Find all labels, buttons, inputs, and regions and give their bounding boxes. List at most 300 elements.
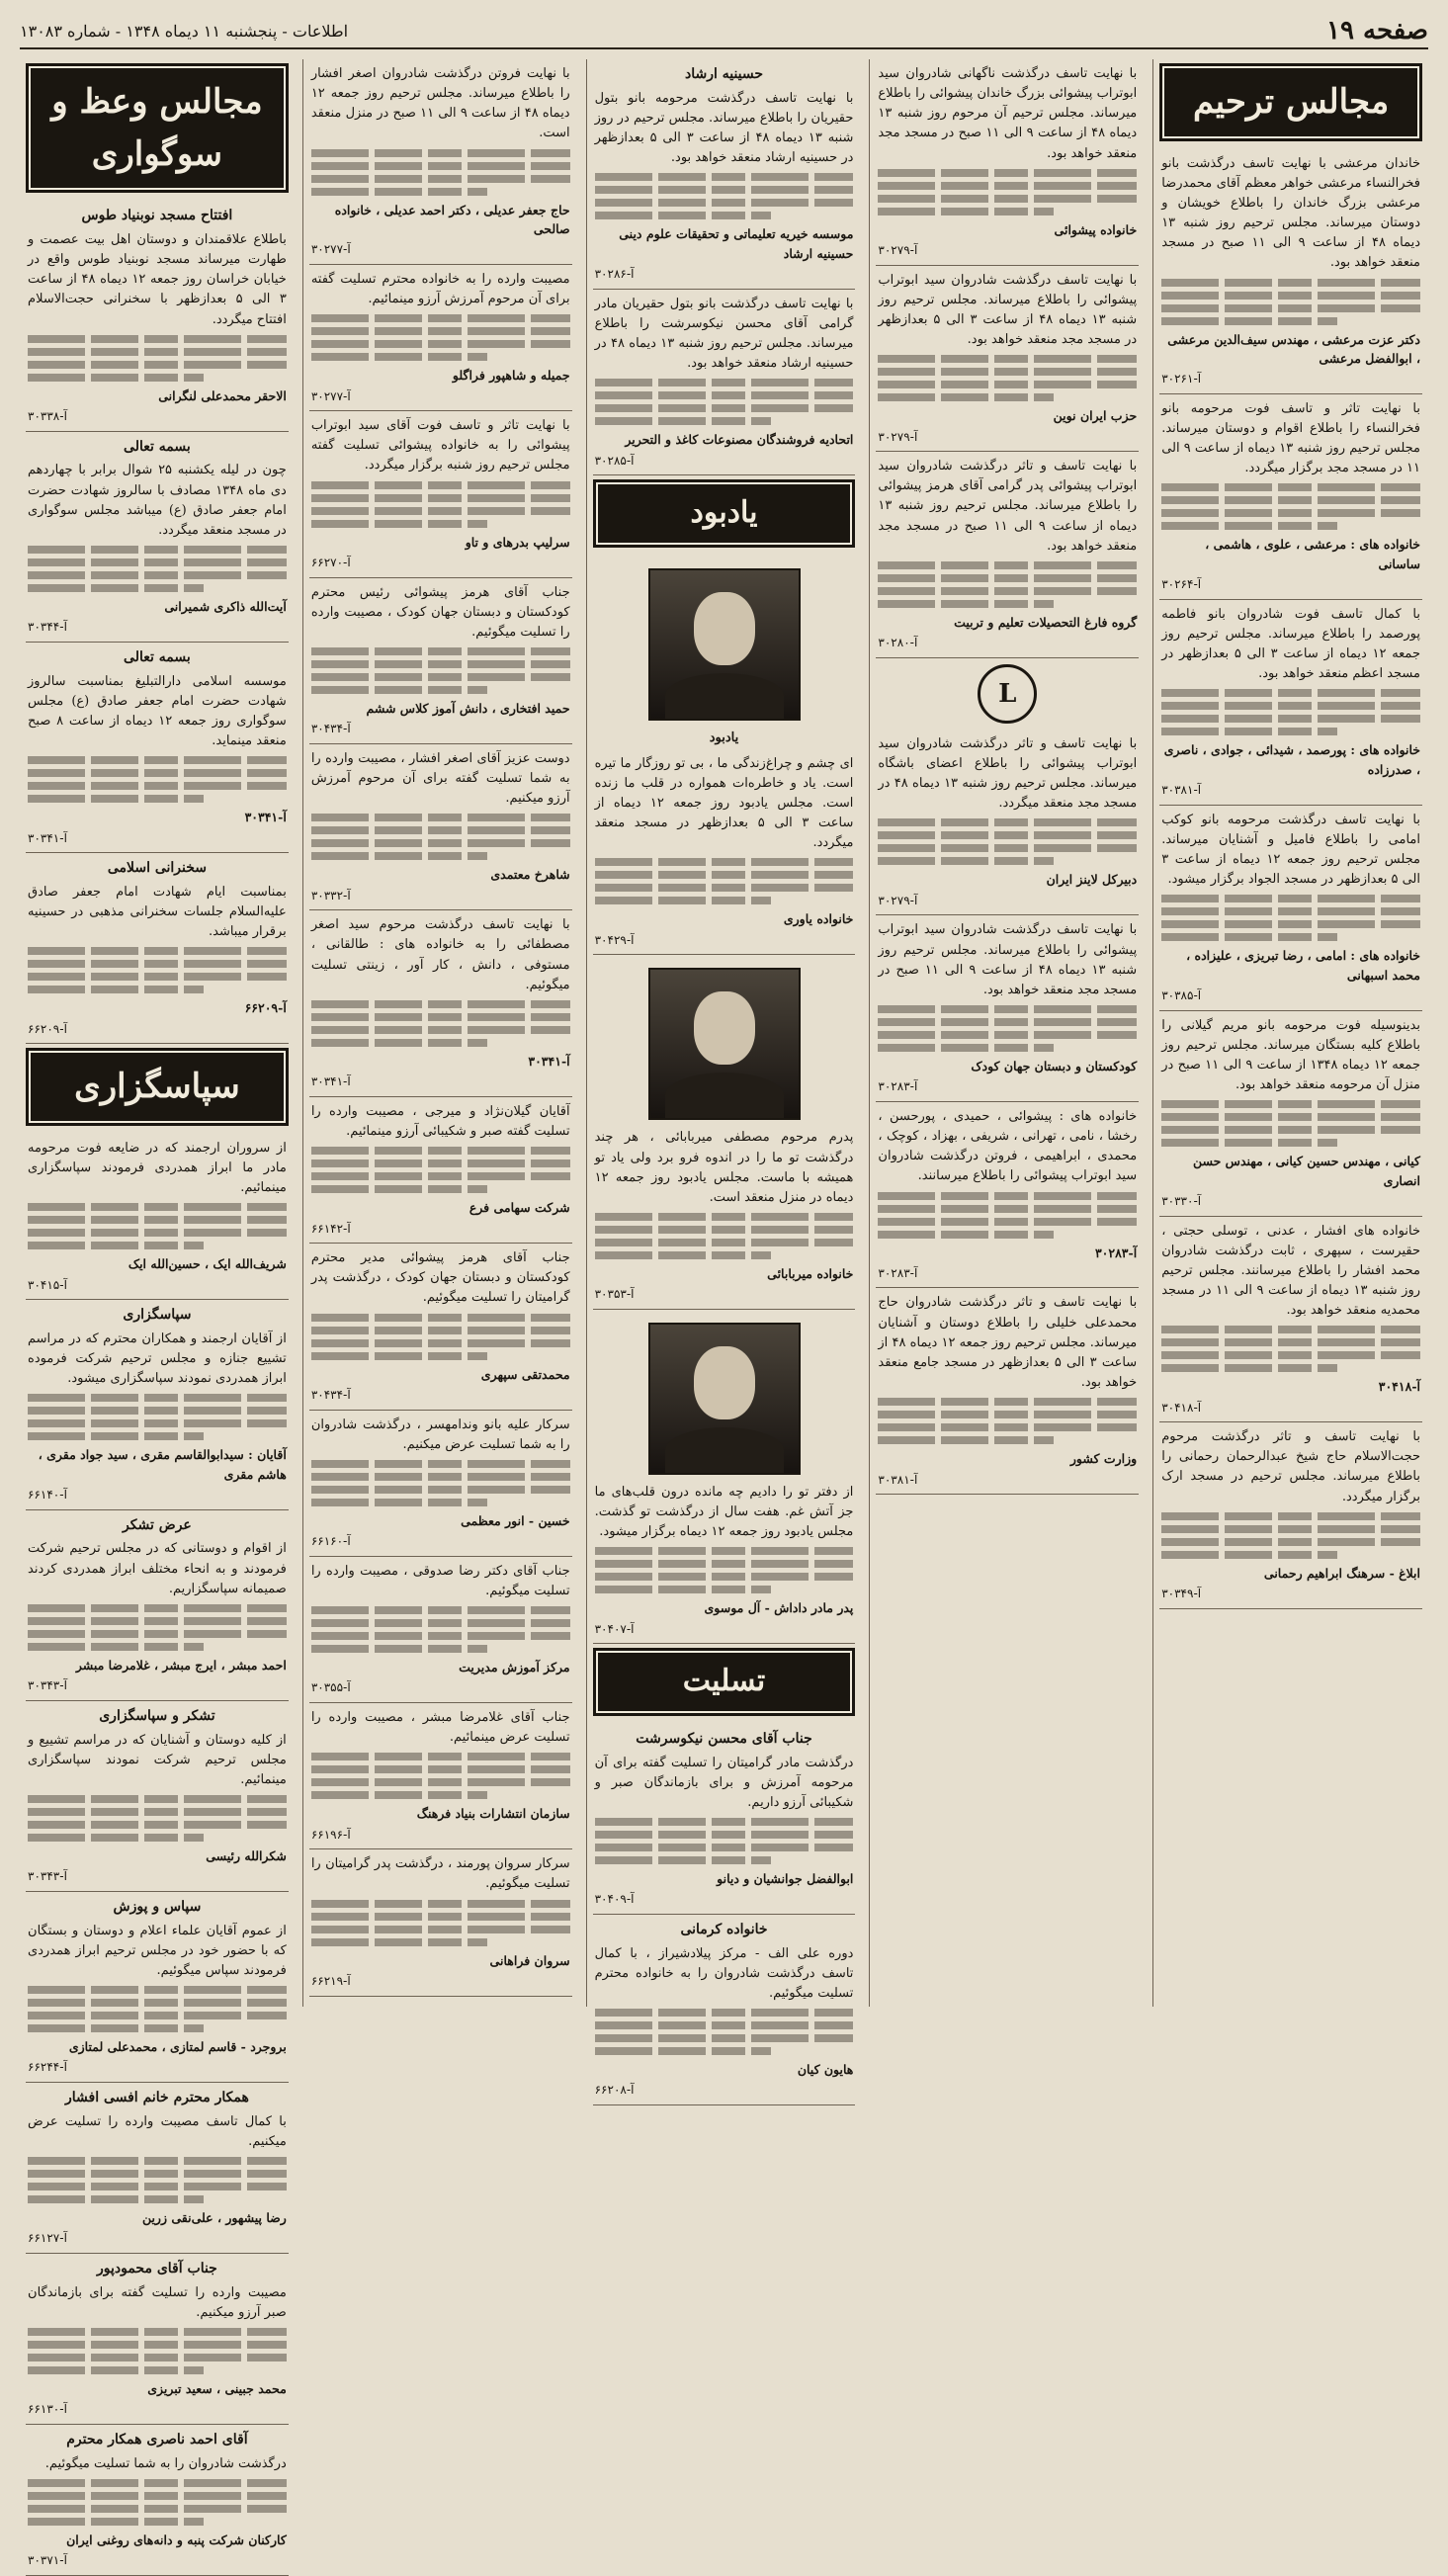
print-text-line [878,182,1137,190]
page-header [20,14,1428,49]
print-text-line [311,507,570,515]
notice-code: آ-۳۰۳۴۱ [310,1074,351,1089]
print-text-line [878,1192,1137,1200]
notice-code: آ-۶۶۱۴۲ [310,1221,351,1236]
notice-code: آ-۶۶۲۷۰ [310,555,351,569]
print-text-line [878,1398,1137,1406]
print-text-line [28,1834,204,1842]
notice-text: خاندان مرعشی با نهایت تاسف درگذشت بانو فخرالنساء مرعشی خواهر معظم آقای محمدرضا مرعشی بزرگ خاندان را باطلاع خویشان و دوستان میرساند. مجلس ترحیم روز شنبه ۱۳ دیماه ۴۸ از ساعت ۹ الی ۱۱ صبح در مسجد منعقد خواهد بود. [1161,155,1420,271]
print-text-line [1161,1100,1420,1108]
notice-block [876,1288,1139,1495]
print-text-line [878,844,1137,852]
notice-heading: جناب آقای محسن نیکوسرشت [636,1730,812,1747]
lions-logo: L [978,664,1037,724]
notice-block [876,59,1139,266]
notice-block [26,2083,289,2254]
print-text-line [595,379,854,386]
notice-signature: آ-۳۰۴۱۸ [1378,1379,1420,1395]
notice-text: از کلیه دوستان و آشنایان که در مراسم تشییع و مجلس ترحیم شرکت نمودند سپاسگزاری مینمائیم. [28,1732,287,1787]
print-text-line [28,1999,287,2007]
notice-heading: بسمه تعالی [124,648,191,665]
notice-text: از دفتر تو را دادیم چه مانده درون قلب‌های ما جز آتش غم. هفت سال از درگذشت تو گذشت. مجلس یادبود روز جمعه ۱۲ دیماه برگزار میشود. [594,1484,854,1540]
print-text-line [28,1432,204,1440]
notice-text: با نهایت تاثر و تاسف فوت مرحومه بانو فخرالنساء را باطلاع اقوام و دوستان میرساند. مجلس ترحیم روز شنبه ۱۳ دیماه از ساعت ۹ الی ۱۱ در مسجد مجد برگزار میگردد. [1161,400,1420,476]
notice-text: چون در لیله یکشنبه ۲۵ شوال برابر با چهاردهم دی ماه ۱۳۴۸ مصادف با سالروز شهادت حضرت امام جعفر صادق (ع) میباشد مجلس سوگواری در مسجد منعقد میگردد. [28,463,287,538]
notice-block [1159,394,1422,600]
notice-code: آ-۶۶۲۰۹ [28,1021,67,1036]
notice-code: آ-۳۰۲۶۱ [1161,372,1202,386]
notice-block [593,1915,856,2105]
notice-block [309,1703,572,1849]
notice-code: آ-۳۰۳۳۲ [310,888,351,902]
notice-signature: ابلاغ - سرهنگ ابراهیم رحمانی [1263,1565,1420,1581]
print-text-line [311,1753,570,1760]
print-text-line [311,1765,570,1773]
notice-signature: شرکت سهامی فرع [468,1200,570,1216]
notice-text: با نهایت تاسف درگذشت بانو بتول حقیریان مادر گرامی آقای محسن نیکوسرشت را باطلاع میرساند. مجلس ترحیم روز شنبه ۱۳ دیماه ۴۸ در حسینیه ارشاد منعقد خواهد بود. [594,296,854,372]
print-text-line [878,1423,1137,1431]
notice-signature: خسین - انور معظمی [461,1512,570,1528]
notice-signature: کیانی ، مهندس حسین کیانی ، مهندس حسن انصاری [1192,1154,1420,1188]
notice-heading: حسینیه ارشاد [684,66,764,82]
print-text-line [28,1394,287,1402]
print-text-line [878,1411,1137,1418]
notice-code: آ-۶۶۱۳۰ [28,2402,67,2417]
notice-heading: سپاس و پوزش [113,1898,202,1915]
print-text-line [28,973,287,981]
print-text-line [1161,1364,1337,1372]
print-text-line [311,1327,570,1334]
print-text-line [28,2479,287,2487]
notice-block [26,1300,289,1509]
print-text-line [311,1619,570,1627]
notice-text: با نهایت تاسف درگذشت مرحومه بانو کوکب امامی را باطلاع فامیل و آشنایان میرساند. مجلس ترحیم روز جمعه ۱۲ دیماه از ساعت ۳ الی ۵ بعدازظهر در مسجد الجواد برگزار میشود. [1161,812,1420,888]
notice-code: آ-۳۰۳۷۱ [28,2553,67,2568]
notice-code: آ-۶۶۱۴۰ [28,1488,67,1503]
notice-code: آ-۳۰۳۸۱ [1161,783,1202,798]
notice-block [26,643,289,853]
notice-code: آ-۶۶۱۶۰ [310,1534,351,1549]
print-text-line [1161,1113,1420,1121]
print-text-line [1161,715,1420,723]
print-text-line [311,1473,570,1481]
print-text-line [311,686,487,694]
notice-block [26,1510,289,1701]
print-text-line [28,782,287,790]
notice-signature: شکرالله رئیسی [206,1847,287,1863]
notice-heading: تشکر و سپاسگزاری [99,1707,215,1724]
banner-yadbood: یادبود [593,479,856,548]
notice-code: آ-۳۰۳۴۳ [28,1678,67,1693]
column-4 [302,59,578,2007]
print-text-line [1161,689,1420,697]
notice-text: ای چشم و چراغ‌زندگی ما ، بی تو روزگار ما تیره است. یاد و خاطره‌ات همواره در قلب ما زنده است. مجلس یادبود روز جمعه ۱۲ دیماه از ساعت ۳ الی ۵ بعدازظهر در مسجد منعقد میگردد. [594,755,854,851]
print-text-line [1161,920,1420,928]
print-text-line [28,1203,287,1211]
notice-block [309,910,572,1097]
notice-signature: دبیرکل لاینز ایران [1046,872,1138,888]
print-text-line [28,769,287,777]
notice-text: از آقایان ارجمند و همکاران محترم که در مراسم تشییع جنازه و مجلس ترحیم شرکت فرموده ابراز همدردی نمودند سپاسگزاری میشود. [28,1331,287,1387]
notice-code: آ-۳۰۲۸۵ [594,453,635,468]
notice-text: باطلاع علاقمندان و دوستان اهل بیت عصمت و طهارت میرساند مسجد نوبنیاد طوس واقع در خیابان خراسان روز جمعه ۱۲ دیماه ۴۸ از ساعت ۳ الی ۵ بعدازظهر با سخنرانی حجت‌الاسلام افتتاح میگردد. [28,232,287,327]
print-text-line [28,2505,287,2513]
notice-signature: سروان فراهانی [489,1952,570,1968]
notice-signature: پدر مادر داداش - آل موسوی [704,1600,854,1616]
notice-block [309,1557,572,1703]
notice-signature: آ-۳۰۳۴۱ [244,810,287,825]
notice-code: آ-۳۰۴۱۸ [1161,1400,1202,1415]
print-text-line [1161,483,1420,491]
notice-signature: دکتر عزت مرعشی ، مهندس سیف‌الدین مرعشی ، ابوالفضل مرعشی [1167,331,1420,366]
notice-signature: خانواده های : پورصمد ، شیدائی ، جوادی ، ناصری ، صدرزاده [1163,742,1420,777]
print-text-line [311,314,570,322]
notice-block [309,411,572,577]
notice-text: با کمال تاسف فوت شادروان بانو فاطمه پورصمد را باطلاع میرساند. مجلس ترحیم روز جمعه ۱۲ دیماه از ساعت ۳ الی ۵ بعدازظهر در مسجد اعظم منعقد خواهد بود. [1161,606,1420,682]
print-text-line [1161,702,1420,710]
notice-code: آ-۳۰۳۵۳ [594,1287,635,1302]
notice-text: سرکار سروان پورمند ، درگذشت پدر گرامیتان را تسلیت میگوئیم. [310,1856,570,1892]
print-text-line [1161,1139,1337,1147]
notice-text: از عموم آقایان علماء اعلام و دوستان و بستگان که با حضور خود در مجلس ترحیم ابراز همدردی فرمودند سپاس میگوئیم. [28,1923,287,1978]
print-text-line [878,600,1054,608]
print-text-line [28,1986,287,1994]
notice-code: آ-۳۰۳۵۵ [310,1680,351,1695]
notice-signature: شاهرخ معتمدی [490,867,570,883]
notice-block [1159,806,1422,1011]
notice-heading: سپاسگزاری [123,1307,192,1324]
notice-signature: حاج جعفر عدیلی ، دکتر احمد عدیلی ، خانواده صالحی [334,202,570,236]
notice-signature: الاحقر محمدعلی لنگرانی [158,387,287,403]
notice-signature: جمیله و شاهپور فراگلو [452,368,570,384]
print-text-line [28,2354,287,2361]
notice-block [26,2254,289,2425]
print-text-line [595,884,854,892]
notice-block [26,1134,289,1300]
print-text-line [311,1159,570,1167]
notice-block [1159,600,1422,806]
print-text-line [311,673,570,681]
print-text-line [28,1216,287,1224]
print-text-line [311,520,487,528]
notice-code: آ-۳۰۴۰۹ [594,1892,635,1907]
notice-signature: خانواده های : امامی ، رضا تبریزی ، علیزاده ، محمد اسبهانی [1186,948,1420,983]
print-text-line [1161,1512,1420,1520]
print-text-line [28,348,287,356]
notice-text: با نهایت تاسف درگذشت شادروان سید ابوتراب پیشوائی را باطلاع میرساند. مجلس ترحیم روز شنبه ۱۳ دیماه ۴۸ از ساعت ۳ الی ۵ بعدازظهر در مسجد مجد منعقد خواهد بود. [878,272,1138,348]
print-text-line [311,175,570,183]
column-5 [20,59,295,2568]
print-text-line [595,1856,771,1864]
print-text-line [595,173,854,181]
print-text-line [1161,279,1420,287]
print-text-line [595,1586,771,1593]
notice-text: پدرم مرحوم مصطفی میربابائی ، هر چند درگذشت تو ما را در اندوه فرو برد ولی یاد تو همیشه با ماست. مجلس یادبود روز جمعه ۱۲ دیماه در منزل منعقد است. [594,1130,854,1205]
print-text-line [595,1560,854,1568]
print-text-line [311,1499,487,1506]
notice-signature: حمید افتخاری ، دانش آموز کلاس ششم [366,700,570,716]
print-text-line [311,1486,570,1494]
print-text-line [878,1005,1137,1013]
notice-signature: سازمان انتشارات بنیاد فرهنگ [416,1806,570,1822]
notice-text: با نهایت تاسف درگذشت مرحومه بانو بتول حقیریان را باطلاع میرساند. مجلس ترحیم در روز شنبه ۱۳ دیماه ۴۸ از ساعت ۳ الی ۵ بعدازظهر در حسینیه ارشاد منعقد خواهد بود. [594,90,854,166]
print-text-line [311,1000,570,1008]
print-text-line [28,2157,287,2165]
notice-code: آ-۳۰۴۳۴ [310,722,351,736]
print-text-line [28,1808,287,1816]
print-text-line [878,195,1137,203]
print-text-line [311,1900,570,1908]
print-text-line [1161,1126,1420,1134]
notice-code: آ-۳۰۲۶۴ [1161,577,1202,592]
notice-block [26,853,289,1044]
notice-signature: کودکستان و دبستان جهان کودک [971,1058,1138,1073]
print-text-line [595,1573,854,1581]
banner-majales-vaz: مجالس وعظ و سوگواری [26,63,289,193]
print-text-line [878,1031,1137,1039]
print-text-line [311,1606,570,1614]
print-text-line [1161,292,1420,300]
notice-signature: هایون کیان [797,2062,854,2078]
notice-block [876,452,1139,658]
print-text-line [28,795,204,803]
notice-signature: خانواده میربابائی [767,1266,854,1281]
notice-text: جناب آقای دکتر رضا صدوقی ، مصیبت وارده را تسلیت میگوئیم. [310,1563,570,1598]
notice-block [309,59,572,265]
print-text-line [1161,304,1420,312]
print-text-line [28,1229,287,1237]
print-text-line [311,1039,487,1047]
notice-block [593,1724,856,1915]
print-text-line [311,1172,570,1180]
notice-text: سرکار علیه بانو وندامهسر ، درگذشت شادروان را به شما تسلیت عرض میکنیم. [310,1417,570,1452]
page-number: صفحه ۱۹ [1326,16,1428,45]
column-2 [869,59,1145,2007]
banner-majales-tarhim: مجالس ترحیم [1159,63,1422,141]
print-text-line [1161,1338,1420,1346]
notice-block [593,955,856,1310]
print-text-line [28,756,287,764]
notice-text: بدینوسیله فوت مرحومه بانو مریم گیلانی را باطلاع کلیه بستگان میرساند. مجلس ترحیم روز جمعه ۱۲ دیماه ۱۳۴۸ از ساعت ۹ الی ۱۱ صبح در منزل آن مرحومه منعقد خواهد بود. [1161,1017,1420,1093]
print-text-line [311,188,487,196]
print-text-line [28,960,287,968]
notice-block [593,1310,856,1644]
print-text-line [311,340,570,348]
print-text-line [28,2366,204,2374]
print-text-line [311,1926,570,1933]
print-text-line [311,1026,570,1034]
print-text-line [28,2341,287,2349]
notice-signature: محمد جبینی ، سعید تبریزی [147,2380,287,2396]
print-text-line [311,353,487,361]
notice-text: جناب آقای هرمز پیشوائی رئیس محترم کودکستان و دبستان جهان کودک ، مصیبت وارده را تسلیت میگوئیم. [310,584,570,640]
print-text-line [311,1339,570,1347]
notice-block [309,1849,572,1996]
print-text-line [1161,1351,1420,1359]
print-text-line [595,2034,854,2042]
print-text-line [878,1044,1054,1052]
notice-signature: مرکز آموزش مدیریت [459,1660,570,1675]
notice-code: آ-۶۶۱۲۷ [28,2231,67,2246]
print-text-line [28,361,287,369]
print-text-line [595,1213,854,1221]
notice-heading: آقای احمد ناصری همکار محترم [66,2431,248,2447]
print-text-line [1161,895,1420,902]
print-text-line [311,481,570,489]
notice-heading: جناب آقای محمودپور [96,2260,217,2276]
notice-text: از سروران ارجمند که در ضایعه فوت مرحومه مادر ما ابراز همدردی فرمودند سپاسگزاری مینمائیم. [28,1140,287,1196]
print-text-line [311,814,570,821]
notice-text: با نهایت تاسف و تاثر درگذشت شادروان سید ابوتراب پیشوائی پدر گرامی آقای هرمز پیشوائی را باطلاع میرساند. مجلس ترحیم روز شنبه ۱۳ دیماه از ساعت ۹ الی ۱۱ صبح در مسجد مجد منعقد خواهد بود. [878,459,1138,554]
notice-text: خانواده های : پیشوائی ، حمیدی ، پورحسن ، رخشا ، نامی ، تهرانی ، شریفی ، بهزاد ، کوچک ، محمدی ، ابراهیمی ، فروتن درگذشت شادروان سید ابوتراب پیشوائی را باطلاع میرسانند. [878,1108,1138,1184]
print-text-line [595,2009,854,2017]
print-text-line [311,647,570,655]
notice-signature: آ-۶۶۲۰۹ [244,1000,287,1016]
print-text-line [28,1419,287,1427]
notice-text: با کمال تاسف مصیبت وارده را تسلیت عرض میکنیم. [28,2113,287,2149]
notice-code: آ-۳۰۳۳۸ [28,409,67,424]
print-text-line [28,2195,204,2203]
notice-code: آ-۳۰۲۷۹ [878,429,918,444]
print-text-line [28,947,287,955]
notice-code: آ-۳۰۲۷۷ [310,388,351,403]
print-text-line [1161,1551,1337,1559]
notice-block [26,2425,289,2576]
notice-text: از اقوام و دوستانی که در مجلس ترحیم شرکت فرمودند و به انحاء مختلف ابراز همدردی کردند صمیمانه سپاسگزاریم. [28,1541,287,1596]
print-text-line [878,1205,1137,1213]
notice-block [876,915,1139,1102]
notice-heading: عرض تشکر [123,1516,192,1533]
print-text-line [878,1436,1054,1444]
notice-signature: اتحادیه فروشندگان مصنوعات کاغذ و التحریر [625,432,854,448]
notice-block [26,432,289,643]
print-text-line [595,391,854,399]
notice-code: آ-۳۰۲۷۹ [878,893,918,907]
print-text-line [1161,1525,1420,1533]
notice-block [1159,1011,1422,1217]
notice-signature: کارکنان شرکت پنبه و دانه‌های روغنی ایران [66,2532,287,2547]
notice-heading: همکار محترم خانم افسی افشار [64,2090,249,2106]
print-text-line [595,2047,771,2055]
notice-signature: رضا پیشهور ، علی‌نقی زرین [141,2209,287,2225]
notice-block [309,1244,572,1410]
notice-text: درگذشت مادر گرامیتان را تسلیت گفته برای آن مرحومه آمرزش و برای بازماندگان صبر و شکیبائی آرزو داریم. [594,1755,854,1810]
print-text-line [28,335,287,343]
print-text-line [878,1231,1054,1239]
notice-signature: سرلیپ بدرهای و تاو [465,534,570,550]
print-text-line [1161,509,1420,517]
notice-text: جناب آقای هرمز پیشوائی مدیر محترم کودکستان و دبستان جهان کودک ، درگذشت پدر گرامیتان را تسلیت میگوئیم. [310,1250,570,1306]
print-text-line [595,897,771,904]
print-text-line [311,1185,487,1193]
notice-signature: بروجرد - قاسم لمتازی ، محمدعلی لمتازی [68,2039,287,2055]
print-text-line [878,587,1137,595]
portrait-photo [648,568,801,721]
notice-signature: وزارت کشور [1069,1451,1138,1467]
print-text-line [28,2328,287,2336]
print-text-line [878,368,1137,376]
notice-text: جناب آقای غلامرضا مبشر ، مصیبت وارده را تسلیت عرض مینمائیم. [310,1710,570,1746]
notice-block [309,578,572,744]
print-text-line [595,1818,854,1826]
notice-text: با نهایت تاسف و تاثر درگذشت شادروان حاج محمدعلی خلیلی را باطلاع دوستان و آشنایان میرساند. مجلس ترحیم روز جمعه ۱۲ دیماه ۴۸ از ساعت ۳ الی ۵ بعدازظهر در مسجد جامع منعقد خواهد بود. [878,1295,1138,1391]
print-text-line [28,2170,287,2178]
portrait-photo [648,1323,801,1475]
notice-code: آ-۶۶۲۰۸ [594,2083,635,2098]
print-text-line [311,660,570,668]
notice-code: آ-۳۰۳۴۳ [28,1869,67,1884]
notice-code: آ-۳۰۴۰۷ [594,1621,635,1636]
notice-signature: شریف‌الله ایک ، حسین‌الله ایک [128,1256,287,1272]
column-3 [586,59,862,2098]
print-text-line [311,1778,570,1786]
notice-signature: آقایان : سیدابوالقاسم مقری ، سید جواد مقری ، هاشم مقری [38,1447,287,1482]
banner-sepasgozari: سپاسگزاری [26,1048,289,1126]
notice-block [876,730,1139,916]
print-text-line [595,1226,854,1234]
print-text-line [28,546,287,554]
print-text-line [878,574,1137,582]
notice-text: دوست عزیز آقای اصغر افشار ، مصیبت وارده را به شما تسلیت گفته برای آن مرحوم آمرزش آرزو میکنیم. [310,750,570,807]
print-text-line [595,199,854,207]
notice-code: آ-۳۰۴۱۵ [28,1277,67,1292]
print-text-line [311,1147,570,1155]
photo-caption: یادبود [709,730,739,745]
notice-block [309,744,572,910]
print-text-line [878,561,1137,569]
notice-code: آ-۳۰۳۴۴ [28,620,67,635]
notice-text: دوره علی الف - مرکز پیلادشیراز ، با کمال تاسف درگذشت شادروان را به خانواده محترم تسلیت میگوئیم. [594,1945,854,2001]
print-text-line [1161,1326,1420,1333]
print-text-line [595,1251,771,1259]
print-text-line [878,169,1137,177]
notice-code: آ-۳۰۳۳۰ [1161,1193,1202,1208]
notice-block [26,1892,289,2083]
notice-code: آ-۳۰۴۲۹ [594,932,635,947]
notice-block [876,1102,1139,1289]
print-text-line [28,2183,287,2190]
notice-code: آ-۳۰۲۸۳ [878,1079,918,1094]
print-text-line [595,2021,854,2029]
notice-text: با نهایت تاسف و تاثر درگذشت شادروان سید ابوتراب پیشوائی را باطلاع اعضای باشگاه میرساند. مجلس ترحیم روز شنبه ۱۳ دیماه ۴۸ در مسجد مجد منعقد میگردد. [878,735,1138,812]
notice-block [309,265,572,411]
notice-block [593,556,856,956]
print-text-line [311,1791,487,1799]
print-text-line [878,1218,1137,1226]
notice-code: آ-۳۰۳۴۱ [28,830,67,845]
print-text-line [311,1913,570,1921]
notice-signature: آ-۳۰۳۴۱ [528,1053,570,1069]
print-text-line [28,986,204,993]
print-text-line [1161,522,1337,530]
print-text-line [1161,1538,1420,1546]
print-text-line [1161,907,1420,915]
notice-text: مصیبت وارده را تسلیت گفته برای بازماندگان صبر آرزو میکنیم. [28,2284,287,2320]
notice-block [1159,1217,1422,1423]
notice-block [26,201,289,431]
print-text-line [311,1460,570,1468]
print-text-line [1161,317,1337,325]
print-text-line [28,558,287,566]
notice-heading: سخنرانی اسلامی [107,860,207,877]
notice-text: با نهایت تاسف درگذشت شادروان سید ابوتراب پیشوائی را باطلاع میرساند. مجلس ترحیم روز شنبه ۱۳ دیماه ۴۸ از ساعت ۹ الی ۱۱ صبح در مسجد مجد منعقد خواهد بود. [878,922,1138,997]
notice-signature: آیت‌الله ذاکری شمیرانی [164,598,287,614]
notice-signature: گروه فارغ التحصیلات تعلیم و تربیت [954,614,1138,630]
print-text-line [28,1617,287,1625]
print-text-line [28,1643,204,1651]
notice-signature: خانواده های : مرعشی ، علوی ، هاشمی ، ساسانی [1205,537,1420,571]
notice-signature: محمدتقی سپهری [480,1366,570,1382]
